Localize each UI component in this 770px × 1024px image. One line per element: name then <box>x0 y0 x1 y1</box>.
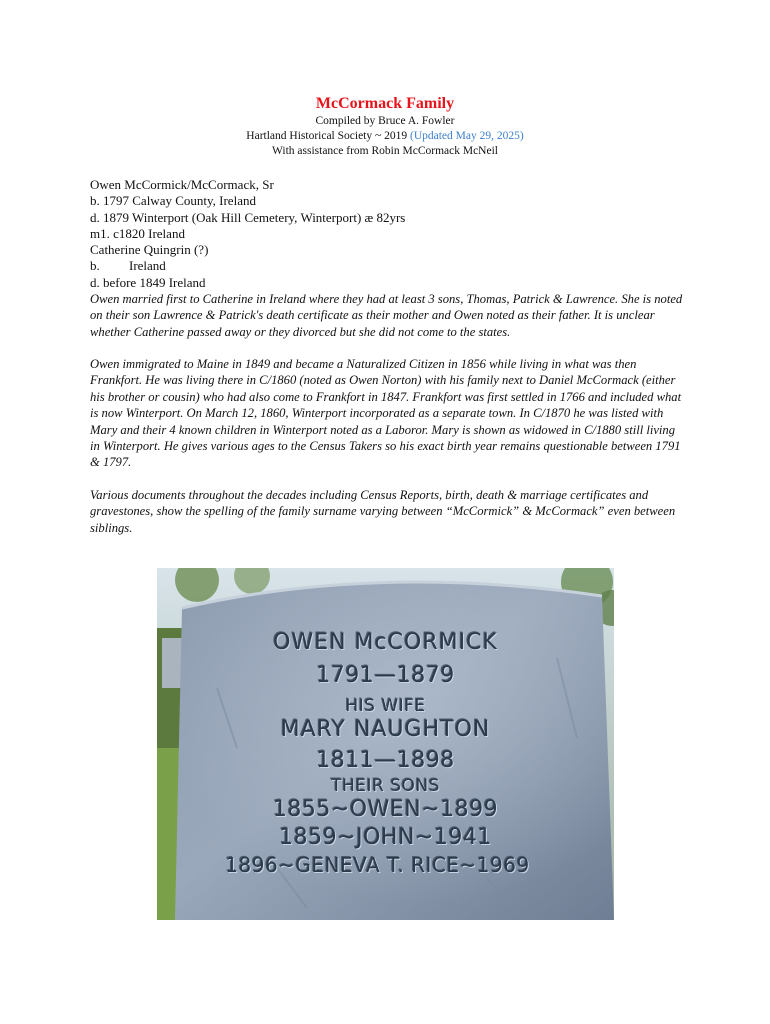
gravestone-line-mary: MARY NAUGHTON <box>280 717 491 742</box>
society-line <box>0 130 770 142</box>
gravestone-photo <box>157 568 614 920</box>
fact-spouse: Catherine Quingrin (?) <box>90 242 209 258</box>
fact-spouse-death: d. before 1849 Ireland <box>90 274 206 290</box>
fact-spouse-birth: b. Ireland <box>90 258 166 274</box>
gravestone-line-owen: OWEN McCORMICK <box>273 630 498 655</box>
assistance-line: With assistance from Robin McCormack McNeil <box>272 145 498 157</box>
gravestone-line-their-sons: THEIR SONS <box>331 776 440 796</box>
gravestone-line-owen-dates: 1791—1879 <box>316 663 455 688</box>
gravestone-line-son-john: 1859~JOHN~1941 <box>279 825 492 850</box>
compiled-by-line: Compiled by Bruce A. Fowler <box>315 115 455 127</box>
gravestone-line-mary-dates: 1811—1898 <box>316 748 455 773</box>
fact-marriage: m1. c1820 Ireland <box>90 225 185 241</box>
gravestone-line-son-owen: 1855~OWEN~1899 <box>272 797 499 822</box>
updated-date: (Updated May 29, 2025) <box>409 130 524 142</box>
paragraph-first-marriage: Owen married first to Catherine in Ireland where they had at least 3 sons, Thomas, Patrick & Lawrence. She is noted on their son Lawrence & Patrick's death certificate as their mother and Owen noted as their father. It is unclear whether Catherine passed away or they divorced but she did not come to the states. <box>90 292 683 339</box>
paragraph-immigration: Owen immigrated to Maine in 1849 and became a Naturalized Citizen in 1856 while living in what was then Frankfort. He was living there in C/1860 (noted as Owen Norton) with his family next to Daniel McCormack (either his brother or cousin) who had also come to Frankfort in 1847. Frankfort was first settled in 1766 and included what is now Winterport. On March 12, 1860, Winterport incorporated as a separate town. In C/1870 he was listed with Mary and their 4 known children in Winterport noted as a Laboror. Mary is shown as widowed in C/1880 still living in Winterport. He gives various ages to the Census Takers so his exact birth year remains questionable between 1791 & 1797. <box>90 357 682 470</box>
document-title: McCormack Family <box>315 95 455 112</box>
vital-facts <box>90 177 690 291</box>
fact-name: Owen McCormick/McCormack, Sr <box>90 177 274 192</box>
paragraph-surname-spelling: Various documents throughout the decades including Census Reports, birth, death & marriage certificates and gravestones, show the spelling of the family surname varying between “McCormick” & McCormack” even between siblings. <box>90 488 676 535</box>
society-text: Hartland Historical Society ~ 2019 <box>246 130 410 142</box>
fact-birth: b. 1797 Calway County, Ireland <box>90 193 256 209</box>
gravestone-line-his-wife: HIS WIFE <box>345 696 426 716</box>
fact-death: d. 1879 Winterport (Oak Hill Cemetery, Winterport) æ 82yrs <box>90 209 406 225</box>
gravestone-line-geneva: 1896~GENEVA T. RICE~1969 <box>225 853 530 877</box>
